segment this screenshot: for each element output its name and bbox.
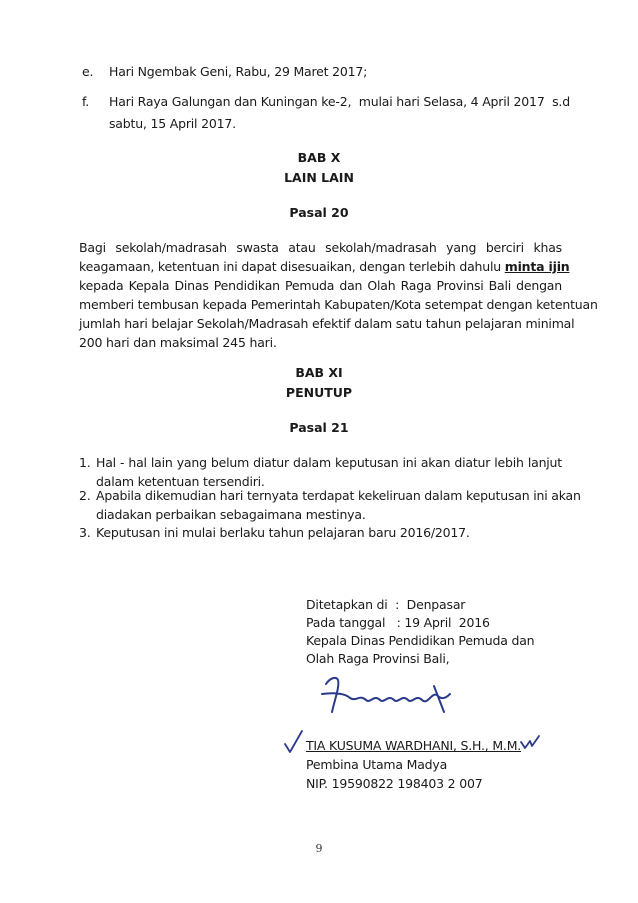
page-number: 9 <box>315 842 323 855</box>
list-marker: e. <box>82 64 94 79</box>
chapter-title: BAB X <box>297 150 341 165</box>
paragraph-line: kepada Kepala Dinas Pendidikan Pemuda dan Olah Raga Provinsi Bali dengan <box>79 278 562 293</box>
handwritten-signature <box>316 672 466 720</box>
place-line: Ditetapkan di : Denpasar <box>306 597 466 612</box>
signatory-nip: NIP. 19590822 198403 2 007 <box>306 776 483 791</box>
paragraph-line: 200 hari dan maksimal 245 hari. <box>79 335 277 350</box>
list-text-line: dalam ketentuan tersendiri. <box>96 474 265 489</box>
paragraph-line: Bagi sekolah/madrasah swasta atau sekolah/madrasah yang berciri khas <box>79 240 562 255</box>
paragraph-text: keagamaan, ketentuan ini dapat disesuaikan, dengan terlebih dahulu <box>79 259 505 274</box>
check-mark-icon <box>518 732 542 752</box>
list-text-line: Hal - hal lain yang belum diatur dalam keputusan ini akan diatur lebih lanjut <box>96 455 562 470</box>
initial-mark-icon <box>282 728 306 756</box>
paragraph-line <box>79 257 570 276</box>
article-heading: Pasal 21 <box>289 420 349 435</box>
list-marker: 2. <box>79 488 91 503</box>
office-line: Kepala Dinas Pendidikan Pemuda dan <box>306 633 535 648</box>
paragraph-line: jumlah hari belajar Sekolah/Madrasah efektif dalam satu tahun pelajaran minimal <box>79 316 575 331</box>
list-text: Hari Ngembak Geni, Rabu, 29 Maret 2017; <box>109 64 368 79</box>
list-marker: 3. <box>79 525 91 540</box>
signatory-rank: Pembina Utama Madya <box>306 757 448 772</box>
list-text-line: Apabila dikemudian hari ternyata terdapat kekeliruan dalam keputusan ini akan <box>96 488 581 503</box>
chapter-title: BAB XI <box>295 365 343 380</box>
article-heading: Pasal 20 <box>289 205 349 220</box>
emphasis-text: minta ijin <box>504 259 570 274</box>
list-text-line: sabtu, 15 April 2017. <box>109 116 236 131</box>
chapter-subtitle: LAIN LAIN <box>284 170 354 185</box>
list-text-line: Hari Raya Galungan dan Kuningan ke-2, mulai hari Selasa, 4 April 2017 s.d <box>109 94 570 109</box>
list-marker: 1. <box>79 455 91 470</box>
list-text-line: diadakan perbaikan sebagaimana mestinya. <box>96 507 366 522</box>
chapter-subtitle: PENUTUP <box>285 385 353 400</box>
signatory-name: TIA KUSUMA WARDHANI, S.H., M.M. <box>306 738 522 753</box>
list-marker: f. <box>82 94 90 109</box>
list-text-line: Keputusan ini mulai berlaku tahun pelajaran baru 2016/2017. <box>96 525 470 540</box>
date-line: Pada tanggal : 19 April 2016 <box>306 615 490 630</box>
paragraph-line: memberi tembusan kepada Pemerintah Kabupaten/Kota setempat dengan ketentuan <box>79 297 598 312</box>
office-line: Olah Raga Provinsi Bali, <box>306 651 450 666</box>
